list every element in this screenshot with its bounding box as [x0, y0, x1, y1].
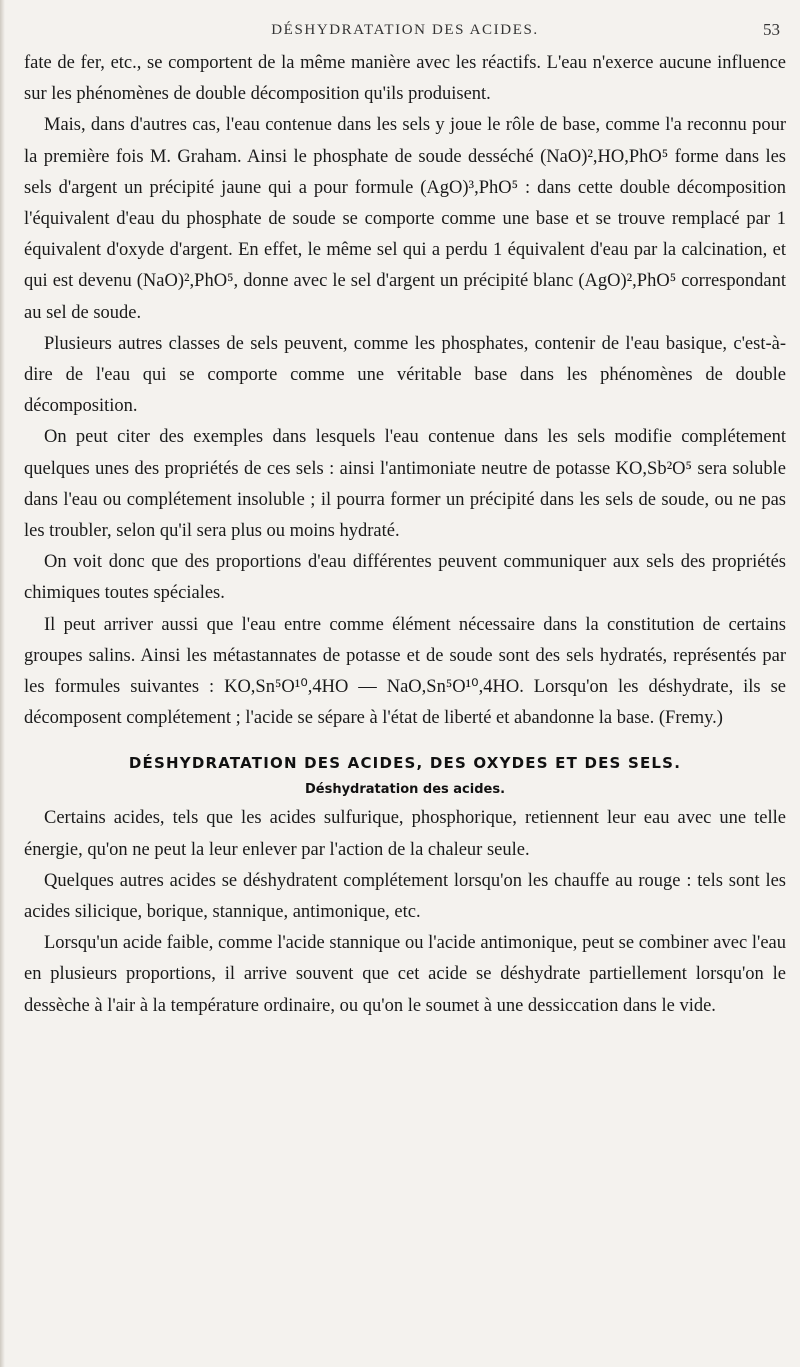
page-number: 53 [763, 20, 780, 39]
paragraph: On peut citer des exemples dans lesquels l'eau contenue dans les sels modifie complétement quelques unes des propriétés de ces sels : ainsi l'antimoniate neutre de potasse KO,Sb²O⁵ sera soluble dans l'eau ou complétement insoluble ; il pourra former un précipité dans les sels de soude, ou ne pas les troubler, selon qu'il sera plus ou moins hydraté. [24, 427, 786, 542]
book-page [24, 0, 786, 1022]
paragraph: On voit donc que des proportions d'eau différentes peuvent communiquer aux sels des propriétés chimiques toutes spéciales. [24, 552, 786, 604]
running-head [24, 0, 786, 48]
paragraph: Lorsqu'un acide faible, comme l'acide stannique ou l'acide antimonique, peut se combiner avec l'eau en plusieurs proportions, il arrive souvent que cet acide se déshydrate partiellement lorsqu'on le dessèche à l'air à la température ordinaire, ou qu'on le soumet à une dessiccation dans le vide. [24, 933, 786, 1016]
body-text-top [24, 48, 786, 734]
paragraph: fate de fer, etc., se comportent de la même manière avec les réactifs. L'eau n'exerce aucune influence sur les phénomènes de double décomposition qu'ils produisent. [24, 53, 786, 105]
page-edge-shadow [0, 0, 5, 1367]
section-heading: DÉSHYDRATATION DES ACIDES, DES OXYDES ET DES SELS. [128, 754, 682, 773]
paragraph: Plusieurs autres classes de sels peuvent, comme les phosphates, contenir de l'eau basique, c'est-à-dire de l'eau qui se comporte comme une véritable base dans les phénomènes de double décomposition. [24, 333, 786, 417]
paragraph: Il peut arriver aussi que l'eau entre comme élément nécessaire dans la constitution de certains groupes salins. Ainsi les métastannates de potasse et de soude sont des sels hydratés, représentés par les formules suivantes : KO,Sn⁵O¹⁰,4HO — NaO,Sn⁵O¹⁰,4HO. Lorsqu'on les déshydrate, ils se décomposent complétement ; l'acide se sépare à l'état de liberté et abandonne la base. (Fremy.) [24, 614, 786, 729]
paragraph: Mais, dans d'autres cas, l'eau contenue dans les sels y joue le rôle de base, comme l'a reconnu pour la première fois M. Graham. Ainsi le phosphate de soude desséché (NaO)²,HO,PhO⁵ forme dans les sels d'argent un précipité jaune qui a pour formule (AgO)³,PhO⁵ : dans cette double décomposition l'équivalent d'eau du phosphate de soude se comporte comme une base et se trouve remplacé par 1 équivalent d'oxyde d'argent. En effet, le même sel qui a perdu 1 équivalent d'eau par la calcination, et qui est devenu (NaO)²,PhO⁵, donne avec le sel d'argent un précipité blanc (AgO)²,PhO⁵ correspondant au sel de soude. [24, 115, 786, 323]
paragraph: Certains acides, tels que les acides sulfurique, phosphorique, retiennent leur eau avec une telle énergie, qu'on ne peut la leur enlever par l'action de la chaleur seule. [24, 808, 786, 860]
running-head-title: DÉSHYDRATATION DES ACIDES. [271, 22, 539, 38]
paragraph: Quelques autres acides se déshydratent complétement lorsqu'on les chauffe au rouge : tels sont les acides silicique, borique, stannique, antimonique, etc. [24, 870, 786, 923]
body-text-bottom [24, 803, 786, 1021]
subsection-heading: Déshydratation des acides. [304, 782, 506, 798]
